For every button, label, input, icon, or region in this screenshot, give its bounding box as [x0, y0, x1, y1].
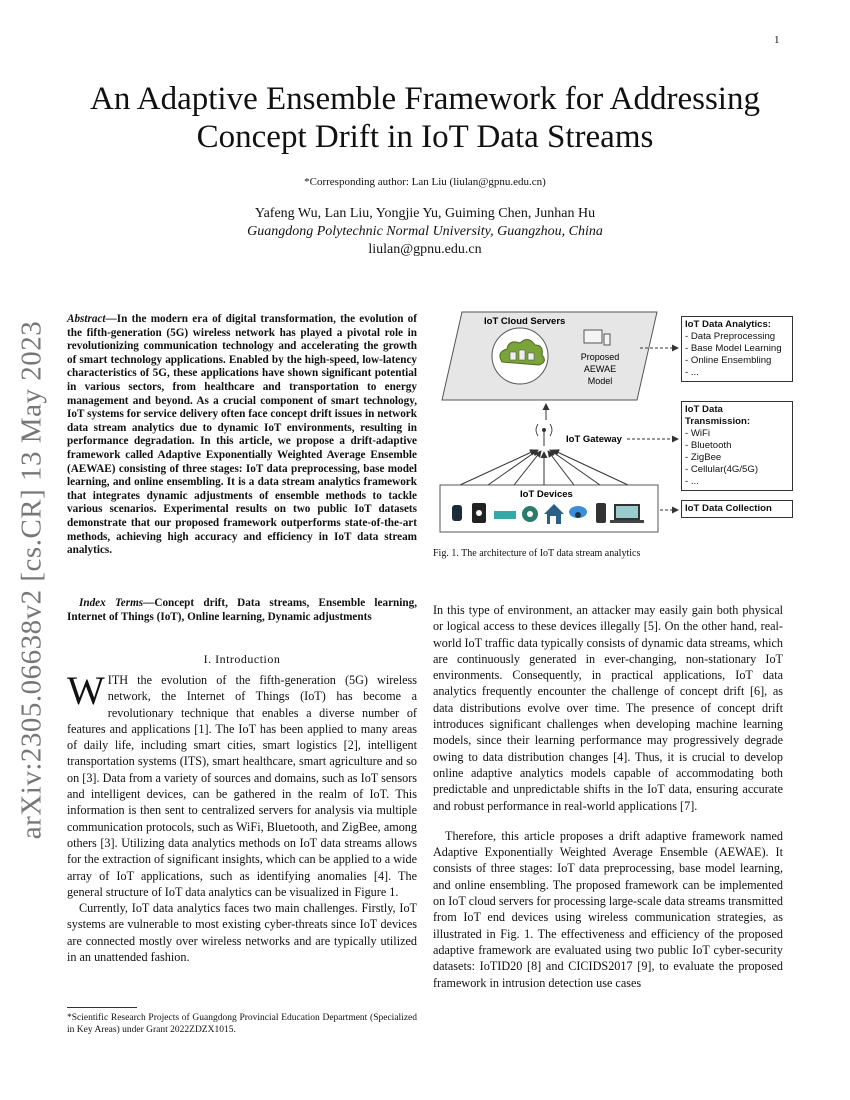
- corresponding-author-note: *Corresponding author: Lan Liu (liulan@gpnu.edu.cn): [304, 176, 546, 188]
- router-icon: [494, 511, 516, 519]
- server-icon: [528, 353, 534, 360]
- page-number: 1: [774, 34, 780, 46]
- analytics-box: [681, 316, 793, 382]
- transmission-title: IoT Data Transmission:: [685, 404, 751, 427]
- author-block: [60, 205, 790, 259]
- model-label-line2: AEWAE: [583, 364, 617, 374]
- model-label-line1: Proposed: [580, 352, 620, 362]
- gateway-antenna-icon: [536, 424, 552, 446]
- server-icon: [519, 350, 525, 360]
- transmission-box: [681, 401, 793, 491]
- abstract-text: —In the modern era of digital transformation, the evolution of the fifth-generation (5G) wireless network has played a pivotal role in revolutionizing communication technology and accelerating the growth of smart technology applications. Enabled by the high-speed, low-latency characteristics of 5G, these applications have shown significant potential in various sectors, from healthcare and transportation to energy management and beyond. As a crucial component of smart technology, IoT systems for service delivery often face concept drift issues in network data stream analytics due to dynamic IoT environments, resulting in performance degradation. In this article, we propose a drift-adaptive framework called Adaptive Exponentially Weighted Average Ensemble (AEWAE) consisting of three stages: IoT data preprocessing, base model learning, and online ensembling. It is a data stream analytics framework that integrates dynamic adjustments of ensemble methods to tackle various scenarios. Experimental results on two public IoT datasets demonstrate that our proposed framework outperforms state-of-the-art methods, achieving high accuracy and efficiency in IoT data stream analytics.: [67, 313, 417, 557]
- author-email: liulan@gpnu.edu.cn: [368, 242, 482, 257]
- index-terms-label: Index Terms: [79, 597, 144, 609]
- computer-icon: [584, 330, 602, 343]
- collection-box: [681, 500, 793, 518]
- footnote: *Scientific Research Projects of Guangdong Provincial Education Department (Specialized in Key Areas) under Grant 2022ZDZX1015.: [67, 1013, 417, 1035]
- analytics-title: IoT Data Analytics:: [685, 319, 772, 330]
- arxiv-watermark[interactable]: [12, 320, 52, 840]
- right-paragraph-1: In this type of environment, an attacker may easily gain both physical or logical access to these devices illegally [5]. On the other hand, real-world IoT traffic data typically consists of dynamic data streams, which are continuously generated in ever-changing, non-stationary IoT environments. Consequently, in practical applications, IoT data analytics frequently encounter the challenge of concept drift [6], as data distributions evolve over time. The presence of concept drift introduces significant challenges when developing machine learning models, since their learning performance may progressively degrade owing to data distribution changes [4]. Thus, it is crucial to develop online adaptive analytics models capable of accommodating both predictable and unpredictable shifts in the IoT data, ensuring accurate and robust performance in real-world applications [7].: [433, 603, 783, 813]
- affiliation: Guangdong Polytechnic Normal University, Guangzhou, China: [247, 224, 603, 239]
- analytics-item: - ...: [685, 367, 699, 378]
- devices-label: IoT Devices: [520, 489, 573, 500]
- transmission-item: - ZigBee: [685, 452, 722, 463]
- figure-caption: Fig. 1. The architecture of IoT data stream analytics: [433, 548, 641, 559]
- author-names: Yafeng Wu, Lan Liu, Yongjie Yu, Guiming Chen, Junhan Hu: [254, 206, 596, 221]
- transmission-item: - Cellular(4G/5G): [685, 464, 759, 475]
- analytics-item: - Online Ensembling: [685, 355, 772, 366]
- paper-title: An Adaptive Ensemble Framework for Addressing Concept Drift in IoT Data Streams: [90, 81, 760, 155]
- abstract: [67, 313, 417, 558]
- section-heading-introduction: I. Introduction: [203, 652, 281, 666]
- abstract-label: Abstract: [67, 313, 106, 325]
- figure-1: [432, 300, 792, 535]
- smartphone-icon: [596, 503, 606, 523]
- phone-icon: [604, 334, 610, 345]
- analytics-item: - Data Preprocessing: [685, 331, 776, 342]
- introduction-body: [67, 668, 417, 965]
- drop-cap: W: [67, 668, 105, 713]
- model-label-line3: Model: [587, 376, 613, 386]
- footnote-rule: [67, 1007, 137, 1008]
- cloud-servers-label: IoT Cloud Servers: [484, 316, 566, 327]
- gateway-label: IoT Gateway: [566, 434, 622, 445]
- right-paragraph-2: Therefore, this article proposes a drift adaptive framework named Adaptive Exponentially Weighted Average Ensemble (AEWAE). It consists of three stages: IoT data preprocessing, base model learning, and online ensembling. The proposed framework can be implemented on IoT cloud servers for processing large-scale data streams transmitted from IoT end devices using wireless communication strategies, as illustrated in Fig. 1. The effectiveness and efficiency of the proposed adaptive framework are evaluated using two public IoT cyber-security datasets: IoTID20 [8] and CICIDS2017 [9], to evaluate the proposed framework in intrusion detection use cases: [433, 828, 783, 990]
- transmission-item: - ...: [685, 476, 699, 487]
- intro-paragraph-1: ITH the evolution of the fifth-generation (5G) wireless network, the Internet of Things (IoT) has become a revolutionary technique that enables a diverse number of features and applications [1]. The IoT has been applied to many areas of daily life, including smart cities, smart logistics [2], intelligent transportation systems (ITS), smart healthcare, smart agriculture and so on [3]. Data from a variety of sources and domains, such as IoT sensors and intelligent devices, can be gathered in the realm of IoT. This information is then sent to centralized servers for analysis via multiple communication protocols, such as WiFi, Bluetooth, and ZigBee, among others [3]. Utilizing data analytics methods on IoT data streams allows for the extraction of significant insights, which can be applied to a wide array of IoT applications, such as identifying anomalies [4]. The general structure of IoT data analytics can be visualized in Figure 1.: [67, 673, 417, 899]
- collection-title: IoT Data Collection: [685, 503, 772, 514]
- index-terms-text: —Concept drift, Data streams, Ensemble learning, Internet of Things (IoT), Online learning, Dynamic adjustments: [67, 597, 417, 623]
- smart-speaker-icon: [452, 505, 462, 521]
- transmission-item: - WiFi: [685, 428, 711, 439]
- server-icon: [510, 352, 516, 360]
- analytics-item: - Base Model Learning: [685, 343, 782, 354]
- arxiv-id-text: arXiv:2305.06638v2 [cs.CR] 13 May 2023: [15, 320, 48, 840]
- index-terms: [67, 597, 417, 624]
- transmission-item: - Bluetooth: [685, 440, 732, 451]
- intro-paragraph-2: Currently, IoT data analytics faces two main challenges. Firstly, IoT systems are vulnerable to most existing cyber-threats since IoT devices are connected mostly over wireless networks and are typically utilized in an unattended fashion.: [67, 901, 417, 965]
- right-column-body: [433, 602, 783, 991]
